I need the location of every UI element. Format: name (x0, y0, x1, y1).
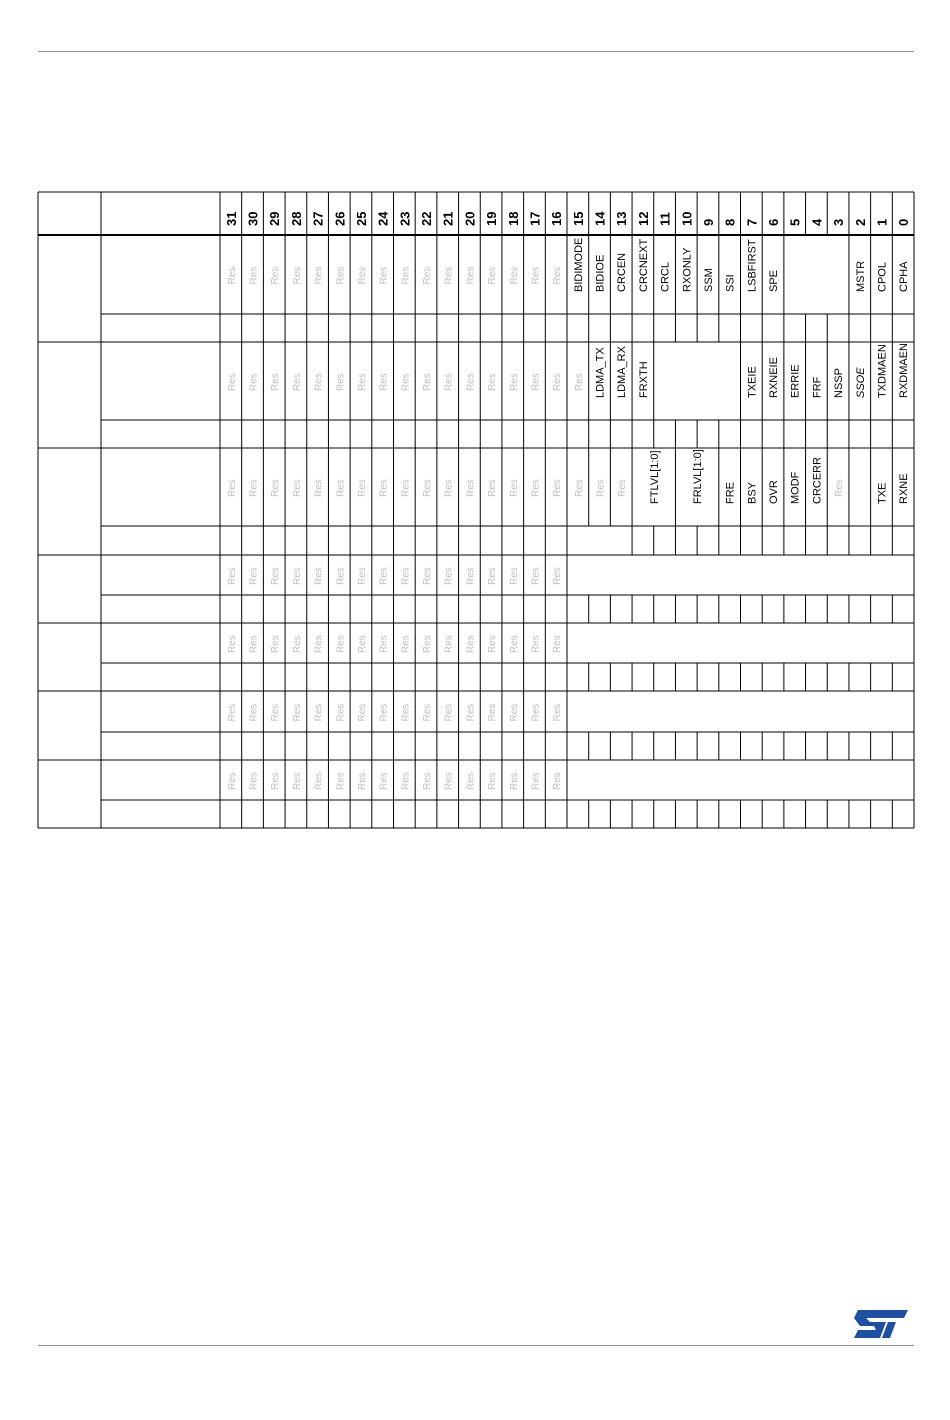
bit-number-12: 12 (635, 211, 651, 226)
reserved-label: Res (226, 703, 238, 722)
reserved-label: Res (313, 479, 325, 497)
reserved-label: Res (487, 266, 499, 285)
bit-number-3: 3 (831, 218, 847, 226)
reserved-label: Res (508, 703, 520, 722)
reserved-label: Res (400, 266, 412, 285)
field-ssi: SSI (724, 274, 737, 292)
reserved-label: Res (270, 479, 282, 497)
field-fre: FRE (724, 482, 737, 504)
bit-number-0: 0 (896, 218, 912, 226)
field-crcerr: CRCERR (811, 456, 824, 504)
reserved-label: Res (378, 266, 390, 285)
bit-number-24: 24 (375, 211, 391, 226)
reserved-label: Res (443, 373, 455, 391)
field-bidioe: BIDIOE (594, 254, 607, 292)
reserved-label: Res (248, 373, 260, 391)
bit-number-11: 11 (657, 212, 673, 226)
reserved-label: Res (226, 479, 238, 497)
reserved-label: Res (357, 772, 368, 790)
field-cpol: CPOL (876, 262, 889, 292)
reserved-label: Res (400, 567, 412, 585)
reserved-label: Res (291, 772, 303, 790)
field-frxth: FRXTH (637, 361, 650, 398)
bit-number-10: 10 (679, 211, 695, 226)
field-ldma-rx: LDMA_RX (616, 346, 629, 398)
reserved-label: Res (487, 635, 499, 653)
reserved-label: Res (508, 635, 520, 653)
reserved-label: Res (530, 479, 542, 497)
reserved-label: Res (487, 479, 499, 497)
reserved-label: Res (552, 703, 564, 722)
bit-number-19: 19 (484, 211, 500, 226)
bit-number-2: 2 (852, 218, 868, 226)
reserved-label: Res (508, 772, 520, 790)
bit-number-22: 22 (419, 211, 434, 226)
reserved-label: Res (443, 266, 455, 285)
field-mstr: MSTR (854, 260, 867, 292)
bit-number-25: 25 (354, 211, 369, 226)
reserved-label: Res (357, 635, 368, 653)
bit-number-30: 30 (245, 211, 261, 226)
reserved-label: Res (313, 373, 325, 391)
reserved-label: Res (335, 266, 347, 285)
reserved-label: Res (335, 703, 347, 722)
reserved-label: Res (552, 373, 564, 391)
reserved-label: Res (291, 266, 303, 285)
reserved-label: Res (313, 635, 325, 653)
reserved-label: Res (248, 703, 260, 722)
reserved-label: Res (552, 772, 564, 790)
bit-number-28: 28 (288, 211, 304, 226)
reserved-label: Res (400, 772, 412, 790)
bit-number-1: 1 (874, 218, 890, 226)
reserved-label: Res (357, 703, 368, 722)
reserved-label: Res (248, 479, 260, 497)
reserved-label: Res (487, 772, 499, 790)
reserved-label: Res (552, 567, 564, 585)
field-ftlvl-1-0-: FTLVL[1:0] (648, 450, 661, 504)
reserved-label: Res (400, 703, 412, 722)
reserved-label: Res (508, 373, 520, 391)
field-rxonly: RXONLY (681, 247, 694, 292)
field-cpha: CPHA (898, 261, 911, 292)
reserved-label: Res (357, 479, 368, 497)
reserved-label: Res (573, 373, 585, 391)
reserved-label: Res (487, 567, 499, 585)
reserved-label: Res (422, 266, 433, 285)
reserved-label: Res (270, 635, 282, 653)
field-rxne: RXNE (898, 473, 911, 504)
reserved-label: Res (226, 567, 238, 585)
field-crcen: CRCEN (616, 252, 629, 292)
reserved-label: Res (443, 703, 455, 722)
reserved-label: Res (335, 772, 347, 790)
reserved-label: Res (422, 373, 433, 391)
field-txeie: TXEIE (746, 366, 759, 398)
bit-number-20: 20 (462, 211, 478, 226)
reserved-label: Res (313, 703, 325, 722)
reserved-label: Res (313, 567, 325, 585)
field-txe: TXE (876, 482, 889, 504)
bit-number-6: 6 (766, 218, 781, 226)
reserved-label: Res (487, 373, 499, 391)
reserved-label: Res (443, 479, 455, 497)
bit-number-29: 29 (267, 211, 283, 226)
reserved-label: Res (465, 266, 477, 285)
reserved-label: Res (552, 266, 564, 285)
bit-number-13: 13 (614, 211, 630, 226)
bit-number-8: 8 (722, 218, 738, 226)
field-ldma-tx: LDMA_TX (594, 347, 607, 398)
bit-number-15: 15 (570, 211, 586, 226)
bit-number-18: 18 (505, 211, 521, 226)
reserved-label: Res (465, 373, 477, 391)
reserved-label: Res (291, 635, 303, 653)
bit-number-14: 14 (592, 211, 608, 226)
reserved-label: Res (573, 479, 585, 497)
reserved-label: Res (465, 567, 477, 585)
reserved-label: Res (595, 479, 607, 497)
reserved-label: Res (357, 567, 368, 585)
reserved-label: Res (378, 635, 390, 653)
reserved-label: Res (226, 373, 238, 391)
field-errie: ERRIE (789, 364, 802, 398)
reserved-label: Res (226, 635, 238, 653)
reserved-label: Res (530, 772, 542, 790)
reserved-label: Res (465, 479, 477, 497)
reserved-label: Res (248, 772, 260, 790)
reserved-label: Res (270, 373, 282, 391)
field-crcnext: CRCNEXT (637, 238, 650, 292)
field-bidimode: BIDIMODE (572, 237, 585, 292)
field-bsy: BSY (746, 481, 759, 504)
field-frlvl-1-0-: FRLVL[1:0] (692, 449, 705, 504)
reserved-label: Res (335, 635, 347, 653)
bit-number-21: 21 (440, 211, 456, 226)
reserved-label: Res (465, 635, 477, 653)
bit-number-7: 7 (744, 218, 760, 226)
bit-number-27: 27 (310, 211, 326, 226)
bit-number-4: 4 (809, 218, 825, 226)
reserved-label: Res (487, 703, 499, 722)
reserved-label: Res (357, 373, 368, 391)
field-ovr: OVR (768, 480, 780, 504)
reserved-label: Res (465, 772, 477, 790)
reserved-label: Res (335, 567, 347, 585)
reserved-label: Res (465, 703, 477, 722)
st-logo-icon (852, 1308, 910, 1340)
field-modf: MODF (789, 471, 802, 504)
reserved-label: Res (530, 266, 542, 285)
field-ssm: SSM (703, 268, 715, 292)
reserved-label: Res (422, 479, 433, 497)
reserved-label: Res (530, 703, 542, 722)
reserved-label: Res (530, 373, 542, 391)
reserved-label: Res (378, 567, 390, 585)
reserved-label: Res (335, 373, 347, 391)
reserved-label: Res (508, 479, 520, 497)
reserved-label: Res (443, 635, 455, 653)
bit-number-26: 26 (332, 211, 348, 226)
reserved-label: Res (443, 567, 455, 585)
field-txdmaen: TXDMAEN (876, 344, 889, 398)
bit-number-23: 23 (397, 211, 413, 226)
reserved-label: Res (378, 703, 390, 722)
reserved-label: Res (291, 703, 303, 722)
reserved-label: Res (313, 266, 325, 285)
field-crcl: CRCL (659, 262, 672, 292)
reserved-label: Res (552, 635, 564, 653)
reserved-label: Res (357, 266, 368, 285)
bit-number-17: 17 (527, 211, 543, 226)
reserved-label: Res (291, 567, 303, 585)
reserved-label: Res (530, 567, 542, 585)
reserved-label: Res (270, 567, 282, 585)
reserved-label: Res (443, 772, 455, 790)
reserved-label: Res (552, 479, 564, 497)
field-rxdmaen: RXDMAEN (898, 342, 911, 398)
reserved-label: Res (378, 479, 390, 497)
reserved-label: Res (400, 635, 412, 653)
reserved-label: Res (270, 703, 282, 722)
reserved-label: Res (248, 266, 260, 285)
field-spe: SPE (768, 269, 780, 292)
field-rxneie: RXNEIE (768, 357, 780, 398)
reserved-label: Res (226, 772, 238, 790)
field-ssoe: SSOE (854, 367, 867, 398)
reserved-label: Res (834, 479, 846, 497)
bit-number-31: 31 (223, 211, 239, 226)
reserved-label: Res (270, 266, 282, 285)
reserved-label: Res (291, 479, 303, 497)
reserved-label: Res (335, 479, 347, 497)
reserved-label: Res (400, 479, 412, 497)
field-lsbfirst: LSBFIRST (746, 239, 759, 292)
reserved-label: Res (248, 635, 260, 653)
bit-number-5: 5 (787, 218, 803, 226)
reserved-label: Res (378, 373, 390, 391)
reserved-label: Res (248, 567, 260, 585)
reserved-label: Res (422, 772, 433, 790)
reserved-label: Res (617, 479, 629, 497)
reserved-label: Res (378, 772, 390, 790)
reserved-label: Res (291, 373, 303, 391)
field-nssp: NSSP (833, 368, 846, 398)
bit-number-9: 9 (701, 218, 716, 226)
reserved-label: Res (226, 266, 238, 285)
reserved-label: Res (400, 373, 412, 391)
reserved-label: Res (313, 772, 325, 790)
field-frf: FRF (811, 376, 824, 398)
reserved-label: Res (270, 772, 282, 790)
reserved-label: Res (422, 703, 433, 722)
reserved-label: Res (508, 567, 520, 585)
reserved-label: Res (508, 266, 520, 285)
reserved-label: Res (422, 567, 433, 585)
reserved-label: Res (422, 635, 433, 653)
reserved-label: Res (530, 635, 542, 653)
bit-number-16: 16 (549, 211, 565, 226)
